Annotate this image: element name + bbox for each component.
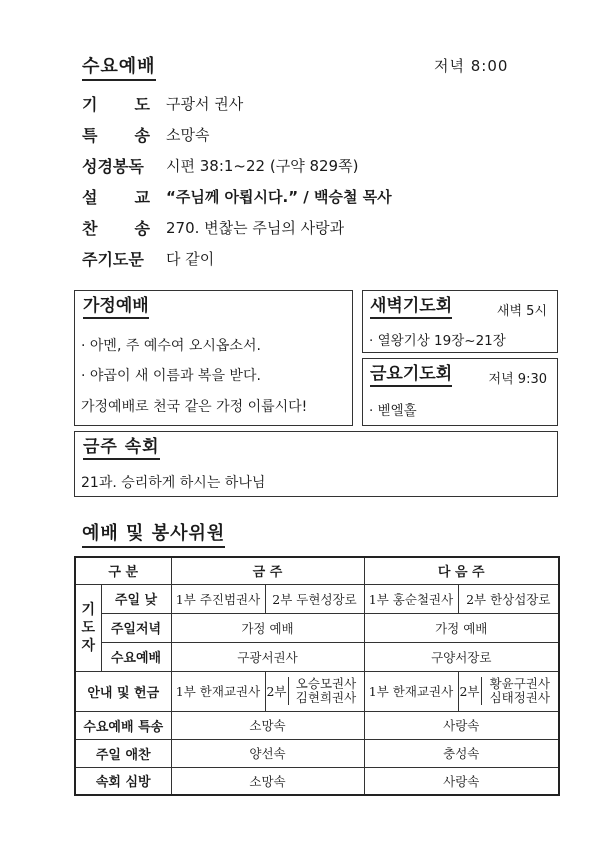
order-label: 특 송 [82,125,150,145]
row-label: 속회 심방 [75,767,171,795]
order-row-hymn [82,215,344,239]
cell-group-lesson: 21과. 승리하게 하시는 하나님 [81,475,266,491]
cell-value: 1부 한재교권사 [364,671,458,711]
table-row [75,739,559,767]
cell-group-title: 금주 속회 [83,436,160,460]
order-row-sermon [82,184,392,208]
order-value: 구광서 권사 [166,94,244,113]
cell-value: 충성속 [364,739,559,767]
friday-prayer-place: · 벧엘홀 [369,403,417,419]
cell-value: 구양서장로 [364,642,559,671]
family-worship-line: · 야곱이 새 이름과 복을 받다. [81,368,261,384]
order-value: “주님께 아룁시다.” / 백승철 목사 [166,187,392,206]
cell-value: 사랑속 [364,711,559,739]
cell-value: 가정 예배 [364,613,559,642]
order-label: 찬 송 [82,218,150,238]
family-worship-note: 가정예배로 천국 같은 가정 이룹시다! [81,399,308,415]
cell-value: 사랑속 [364,767,559,795]
table-row [75,642,559,671]
row-label: 주일저녁 [101,613,171,642]
friday-prayer-box [362,358,558,426]
order-value: 시편 38:1~22 (구약 829쪽) [166,156,359,175]
friday-prayer-title: 금요기도회 [370,363,452,387]
row-label: 주일 낮 [101,584,171,613]
service-volunteers-title: 예배 및 봉사위원 [82,519,225,548]
row-label: 수요예배 [101,642,171,671]
header-this-week: 금 주 [171,557,364,584]
table-row [75,767,559,795]
dawn-prayer-title: 새벽기도회 [370,295,452,319]
friday-prayer-time: 저녁 9:30 [488,372,547,387]
order-row-special-song [82,122,209,146]
order-label: 주기도문 [82,249,144,269]
order-row-lords-prayer [82,246,214,270]
wednesday-service-title: 수요예배 [82,52,156,81]
order-label: 설 교 [82,187,150,207]
family-worship-box [74,290,353,426]
dawn-prayer-reading: · 열왕기상 19장~21장 [369,333,506,349]
cell-value: 2부 황윤구권사 심태정권사 [458,671,559,711]
prayer-group-label: 기 도 자 [75,584,101,671]
header-category: 구 분 [75,557,171,584]
order-value: 소망속 [166,125,210,144]
order-value: 다 같이 [166,249,215,268]
dawn-prayer-time: 새벽 5시 [496,304,547,319]
row-label: 안내 및 헌금 [75,671,171,711]
volunteer-table [74,556,560,796]
order-row-scripture [82,153,358,177]
cell-value: 1부 한재교권사 [171,671,265,711]
table-row [75,584,559,613]
header-next-week: 다 음 주 [364,557,559,584]
cell-value: 2부 두현성장로 [265,584,364,613]
order-label: 기 도 [82,94,150,114]
cell-value: 가정 예배 [171,613,364,642]
wednesday-service-time: 저녁 8:00 [434,57,509,75]
cell-group-box [74,431,558,497]
row-label: 수요예배 특송 [75,711,171,739]
row-label: 주일 애찬 [75,739,171,767]
cell-value: 1부 홍순철권사 [364,584,458,613]
cell-value: 구광서권사 [171,642,364,671]
cell-value: 2부 오승모권사 김현희권사 [265,671,364,711]
cell-value: 2부 한상섭장로 [458,584,559,613]
order-value: 270. 변찮는 주님의 사랑과 [166,218,345,237]
cell-value: 소망속 [171,767,364,795]
cell-value: 1부 주진범권사 [171,584,265,613]
dawn-prayer-box [362,290,558,353]
cell-value: 소망속 [171,711,364,739]
family-worship-line: · 아멘, 주 예수여 오시옵소서. [81,338,261,354]
order-row-prayer [82,91,243,115]
table-row [75,671,559,711]
table-row [75,613,559,642]
family-worship-title: 가정예배 [83,295,149,319]
table-row [75,711,559,739]
order-label: 성경봉독 [82,156,144,176]
table-header-row [75,557,559,584]
cell-value: 양선속 [171,739,364,767]
